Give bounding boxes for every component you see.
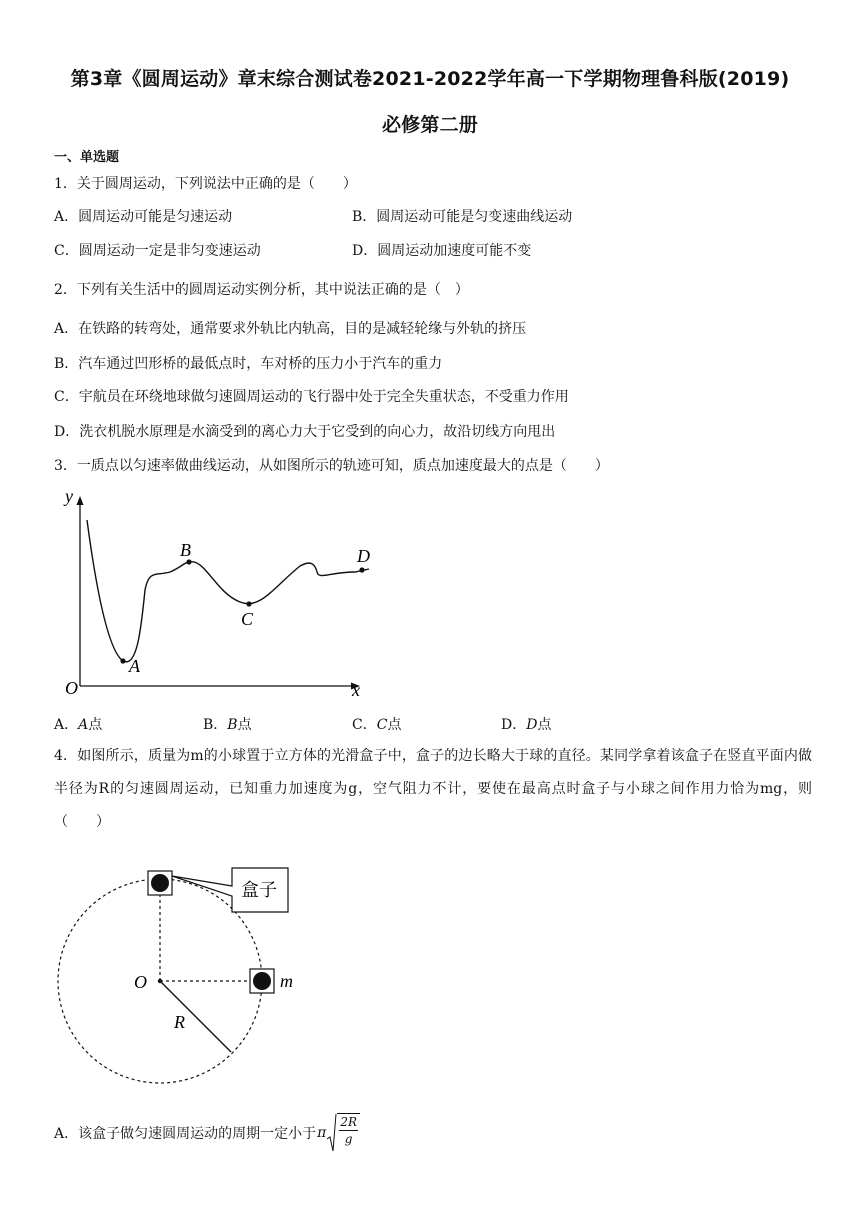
q2-option-a: A．在铁路的转弯处，通常要求外轨比内轨高，目的是减轻轮缘与外轨的挤压: [54, 321, 527, 337]
q3-option-d-letter: D．: [501, 717, 527, 733]
q4-option-a: [54, 1113, 360, 1153]
q3-option-b: [203, 714, 252, 734]
q3-option-a-var: A: [78, 717, 89, 733]
q1-option-c: C．圆周运动一定是非匀变速运动: [54, 243, 261, 259]
q3-stem: 3．一质点以匀速率做曲线运动，从如图所示的轨迹可知，质点加速度最大的点是（ ）: [54, 458, 609, 474]
center-label: O: [134, 972, 147, 992]
x-axis-label: x: [352, 680, 360, 700]
point-a-marker: [120, 658, 125, 663]
q3-option-b-var: B: [227, 717, 238, 733]
center-dot: [158, 979, 162, 983]
point-c-marker: [246, 601, 251, 606]
q4-option-a-text: A．该盒子做匀速圆周运动的周期一定小于: [54, 1126, 317, 1142]
box-callout-label: 盒子: [241, 880, 277, 900]
sqrt-numerator: [339, 1114, 358, 1131]
q3-option-a-letter: A．: [54, 717, 79, 733]
q3-option-d-var: D: [526, 717, 538, 733]
y-axis-arrow-icon: [77, 496, 84, 505]
point-d-marker: [359, 567, 364, 572]
document-title-line1: 第3章《圆周运动》章末综合测试卷2021-2022学年高一下学期物理鲁科版(2019): [70, 68, 790, 90]
q3-option-c: [352, 714, 401, 734]
q3-option-c-var: C: [376, 717, 388, 733]
origin-label: O: [65, 678, 78, 698]
point-a-label: A: [129, 656, 140, 676]
q3-option-c-letter: C．: [352, 717, 377, 733]
q1-option-b: B．圆周运动可能是匀变速曲线运动: [352, 209, 573, 225]
q4-stem: 4．如图所示，质量为m的小球置于立方体的光滑盒子中，盒子的边长略大于球的直径。某同学拿着该盒子在竖直平面内做半径为R的匀速圆周运动，已知重力加速度为g，空气阻力不计，要使在最高点时盒子与小球之间作用力恰为mg，则（ ）: [54, 748, 812, 830]
q3-option-d: [501, 714, 551, 734]
q3-option-b-letter: B．: [203, 717, 228, 733]
q3-option-d-suffix: 点: [537, 717, 552, 733]
q3-option-c-suffix: 点: [387, 717, 402, 733]
point-b-label: B: [180, 540, 191, 560]
point-c-label: C: [241, 609, 254, 629]
q3-option-b-suffix: 点: [237, 717, 252, 733]
top-ball: [151, 874, 169, 892]
q2-option-b: B．汽车通过凹形桥的最低点时，车对桥的压力小于汽车的重力: [54, 356, 443, 372]
sqrt-icon: [327, 1113, 360, 1153]
y-axis-label: y: [65, 486, 73, 506]
q3-option-a-suffix: 点: [88, 717, 103, 733]
q2-option-c: C．宇航员在环绕地球做匀速圆周运动的飞行器中处于完全失重状态，不受重力作用: [54, 389, 569, 405]
sqrt-denominator: g: [344, 1132, 353, 1146]
q1-option-d: D．圆周运动加速度可能不变: [352, 243, 532, 259]
mass-label: m: [280, 971, 293, 991]
point-b-marker: [186, 559, 191, 564]
numerator-text: 2R: [340, 1115, 357, 1129]
q2-stem: 2．下列有关生活中的圆周运动实例分析，其中说法正确的是（ ）: [54, 282, 469, 298]
q4-circular-motion-figure: [50, 862, 350, 1094]
q1-option-a: A．圆周运动可能是匀速运动: [54, 209, 233, 225]
q2-option-d: D．洗衣机脱水原理是水滴受到的离心力大于它受到的向心力，故沿切线方向甩出: [54, 424, 556, 440]
q4-option-a-pi: π: [317, 1125, 327, 1141]
sqrt-fraction: [337, 1113, 360, 1153]
radius-label: R: [174, 1012, 185, 1032]
side-ball: [253, 972, 271, 990]
q3-option-a: [54, 714, 102, 734]
q1-stem: 1．关于圆周运动，下列说法中正确的是（ ）: [54, 176, 357, 192]
trajectory-curve: [87, 520, 369, 662]
q3-trajectory-figure: [55, 480, 385, 705]
section-heading: 一、单选题: [54, 150, 120, 165]
point-d-label: D: [357, 546, 370, 566]
document-title-line2: 必修第二册: [381, 114, 478, 136]
radius-r-line: [160, 981, 231, 1052]
